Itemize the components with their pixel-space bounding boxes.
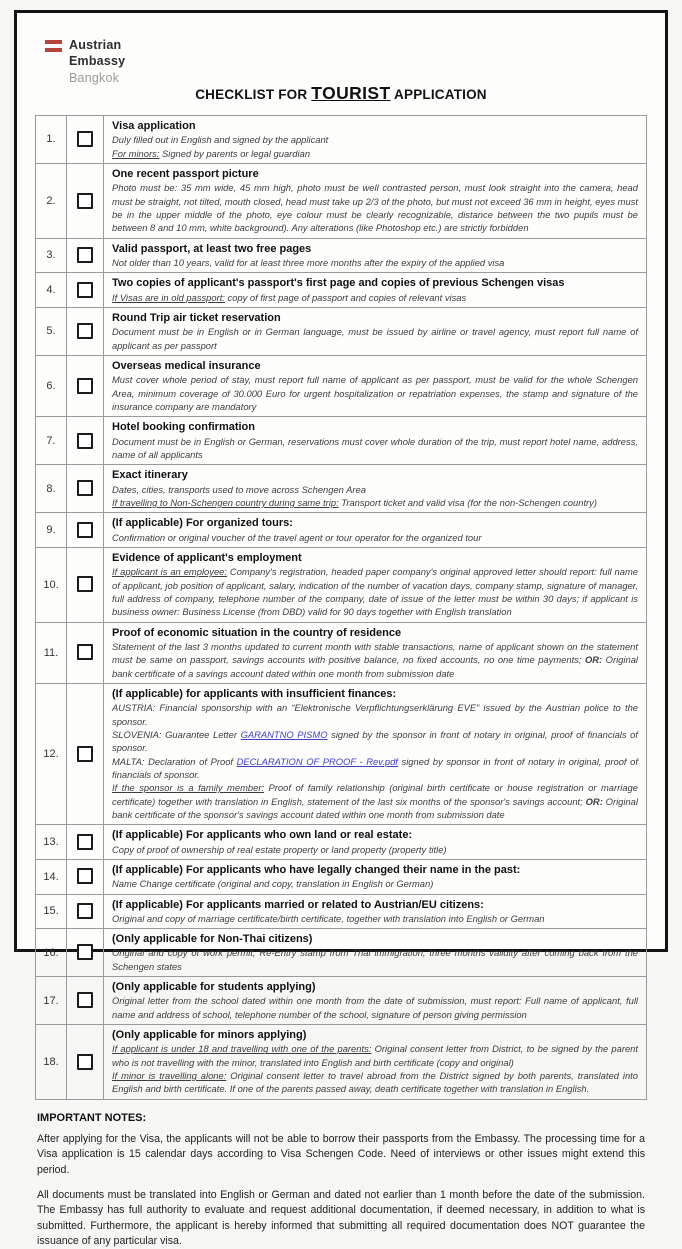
checklist-row bbox=[36, 683, 647, 824]
checkbox-cell bbox=[67, 238, 104, 273]
text-segment: If travelling to Non-Schengen country during same trip: bbox=[112, 496, 339, 508]
logo-line-3: Bangkok bbox=[69, 70, 120, 85]
text-segment: Original consent letter to travel abroad from the District signed by both parents, translated into English and birth certificate. If one of the parents passed away, death certificate together with translation in English. bbox=[112, 1070, 638, 1095]
text-segment: Document must be in English or in German language, must be issued by airline or travel agency, must report full name of applicant as per passport bbox=[112, 326, 638, 351]
item-title: (If applicable) For applicants who own land or real estate: bbox=[112, 829, 413, 842]
checkbox-cell bbox=[67, 417, 104, 465]
checklist-row bbox=[36, 116, 647, 164]
item-description-line bbox=[112, 147, 638, 160]
checklist-row bbox=[36, 825, 647, 860]
item-description-line bbox=[112, 755, 638, 782]
checkbox-cell bbox=[67, 465, 104, 513]
text-segment: Dates, cities, transports used to move across Schengen Area bbox=[112, 483, 366, 495]
checkbox-cell bbox=[67, 977, 104, 1025]
text-segment: OR: bbox=[584, 654, 603, 666]
important-notes-paragraph-2: All documents must be translated into English or German and dated not earlier than 1 month before the date of the submission. The Embassy has full authority to evaluate and request additional documentation, if deemed necessary, in addition to what is submitted. Furthermore, the applicant is hereby informed that submitting all required documentation does NOT guarantee the issuance of any particular visa. bbox=[37, 1188, 645, 1247]
checklist-row bbox=[36, 622, 647, 683]
text-segment: MALTA: Declaration of Proof bbox=[112, 755, 237, 767]
checkbox[interactable] bbox=[77, 378, 93, 394]
item-content bbox=[104, 894, 647, 929]
item-title: Exact itinerary bbox=[112, 469, 188, 482]
text-segment: Duly filled out in English and signed by the applicant bbox=[112, 134, 329, 146]
item-description-line bbox=[112, 1042, 638, 1069]
checklist-row bbox=[36, 355, 647, 416]
item-title: One recent passport picture bbox=[112, 167, 259, 180]
checkbox[interactable] bbox=[77, 644, 93, 660]
item-description-line bbox=[112, 728, 638, 755]
checkbox[interactable] bbox=[77, 522, 93, 538]
text-segment: OR: bbox=[585, 795, 603, 807]
item-number: 18. bbox=[36, 1025, 67, 1100]
text-segment: Confirmation or original voucher of the travel agent or tour operator for the organized tour bbox=[112, 531, 482, 543]
item-content bbox=[104, 465, 647, 513]
checklist-row bbox=[36, 417, 647, 465]
item-description-line bbox=[112, 373, 638, 413]
checkbox-cell bbox=[67, 622, 104, 683]
checklist-row bbox=[36, 1025, 647, 1100]
item-number: 14. bbox=[36, 859, 67, 894]
item-content bbox=[104, 273, 647, 308]
text-segment: Statement of the last 3 months updated to current month with stable transactions, name of applicant shown on the statement must be same on passport, savings accounts with positive balance, no fixed accounts, no one time payments; bbox=[112, 640, 638, 666]
checkbox[interactable] bbox=[77, 903, 93, 919]
item-title: Visa application bbox=[112, 120, 196, 132]
checkbox[interactable] bbox=[77, 834, 93, 850]
text-segment: If applicant is under 18 and travelling with one of the parents: bbox=[112, 1043, 372, 1055]
item-number: 11. bbox=[36, 622, 67, 683]
item-content bbox=[104, 355, 647, 416]
item-number: 8. bbox=[36, 465, 67, 513]
item-description-line bbox=[112, 496, 638, 509]
item-content bbox=[104, 977, 647, 1025]
document-page bbox=[14, 10, 668, 1247]
checkbox-cell bbox=[67, 355, 104, 416]
document-link[interactable]: GARANTNO PISMO bbox=[240, 728, 328, 740]
checkbox-cell bbox=[67, 513, 104, 548]
checkbox[interactable] bbox=[77, 576, 93, 592]
text-segment: signed by sponsor in front of notary in original, proof of financials of sponsor. bbox=[112, 755, 638, 780]
text-segment: Original bank certificate of the sponsor's savings account dated within one month from submission date bbox=[112, 795, 638, 820]
item-content bbox=[104, 825, 647, 860]
important-notes-heading: IMPORTANT NOTES: bbox=[37, 1111, 147, 1124]
text-segment: Original and copy of marriage certificate/birth certificate, together with translation into English or German bbox=[112, 912, 545, 924]
document-link[interactable]: DECLARATION OF PROOF - Rev.pdf bbox=[236, 755, 398, 767]
checkbox-cell bbox=[67, 859, 104, 894]
text-segment: Copy of proof of ownership of real estate property or land property (property title) bbox=[112, 843, 447, 855]
item-description-line bbox=[112, 133, 638, 146]
checklist-table bbox=[35, 115, 647, 1100]
text-segment: For minors: bbox=[112, 147, 160, 159]
text-segment: If applicant is an employee: bbox=[112, 566, 227, 578]
item-title: (Only applicable for Non-Thai citizens) bbox=[112, 933, 313, 946]
item-number: 17. bbox=[36, 977, 67, 1025]
item-description-line bbox=[112, 325, 638, 352]
checklist-row bbox=[36, 894, 647, 929]
checkbox-cell bbox=[67, 683, 104, 824]
item-title: (If applicable) for applicants with insufficient finances: bbox=[112, 687, 397, 700]
checkbox[interactable] bbox=[77, 992, 93, 1008]
text-segment: Original bank certificate of a savings account dated within one month from submission date bbox=[112, 654, 638, 679]
item-content bbox=[104, 929, 647, 977]
item-title: (If applicable) For applicants married or related to Austrian/EU citizens: bbox=[112, 898, 484, 911]
checkbox-cell bbox=[67, 825, 104, 860]
item-content bbox=[104, 1025, 647, 1100]
text-segment: Original consent letter from District, to be signed by the parent who is not travelling with the minor, translated into English and birth certificate (copy and original) bbox=[112, 1043, 638, 1068]
item-description-line bbox=[112, 843, 638, 856]
checkbox[interactable] bbox=[77, 282, 93, 298]
checklist-row bbox=[36, 273, 647, 308]
document-header bbox=[35, 33, 647, 115]
item-number: 10. bbox=[36, 547, 67, 622]
text-segment: signed by the sponsor in front of notary in original, proof of financials of sponsor. bbox=[112, 728, 638, 754]
important-notes-paragraph-1: After applying for the Visa, the applicants will not be able to borrow their passports from the Embassy. The processing time for a Visa application is 15 calendar days according to Visa Schengen Code. Need of interviews or other issues might extend this period. bbox=[37, 1132, 645, 1176]
item-title: (If applicable) For organized tours: bbox=[112, 517, 293, 530]
item-description-line bbox=[112, 1069, 638, 1096]
checklist-row bbox=[36, 465, 647, 513]
austrian-flag-icon bbox=[45, 40, 62, 52]
text-segment: Original and copy of work permit, Re-Entry stamp from Thai immigration, three months validity after coming back from the Schengen states bbox=[112, 947, 638, 972]
item-description-line bbox=[112, 483, 638, 496]
text-segment: Company's registration, headed paper company's original approved letter should report: full name of applicant, job position of applicant, salary, indication of the number of vacation days, company stamp, signature of manager, full address of company, telephone number of the company, date of issue of the letter must be within 30 days; if applicant is business owner: Business License (from DBD) valid for 90 days together with English translation bbox=[112, 566, 639, 618]
checkbox-cell bbox=[67, 307, 104, 355]
checkbox[interactable] bbox=[77, 193, 93, 209]
embassy-logo bbox=[45, 37, 125, 86]
checkbox[interactable] bbox=[77, 247, 93, 263]
page-title-suffix: APPLICATION bbox=[390, 87, 487, 102]
checkbox-cell bbox=[67, 547, 104, 622]
checklist-row bbox=[36, 547, 647, 622]
text-segment: SLOVENIA: Guarantee Letter bbox=[112, 728, 241, 740]
logo-line-2: Embassy bbox=[69, 54, 126, 69]
text-segment: Proof of family relationship (original birth certificate or house registration or marriage certificate) together with translation in English, statement of the last six months of the sponsor's savings account; bbox=[112, 782, 638, 807]
item-description-line bbox=[112, 435, 638, 462]
item-title: Proof of economic situation in the country of residence bbox=[112, 626, 402, 639]
item-description-line bbox=[112, 291, 638, 304]
text-segment: Name Change certificate (original and copy, translation in English or German) bbox=[112, 878, 434, 890]
text-segment: Document must be in English or German, reservations must cover whole duration of the trip, must report hotel name, address, name of all applicants bbox=[112, 435, 638, 460]
item-number: 5. bbox=[36, 307, 67, 355]
logo-line-1: Austrian bbox=[69, 38, 122, 52]
item-content bbox=[104, 622, 647, 683]
item-title: Hotel booking confirmation bbox=[112, 421, 255, 434]
item-description-line bbox=[112, 912, 638, 925]
item-content bbox=[104, 513, 647, 548]
checklist-row bbox=[36, 238, 647, 273]
item-description-line bbox=[112, 781, 638, 821]
item-title: (Only applicable for students applying) bbox=[112, 981, 316, 994]
embassy-logo-text bbox=[69, 37, 125, 86]
item-description-line bbox=[112, 877, 638, 890]
item-content bbox=[104, 116, 647, 164]
text-segment: Signed by parents or legal guardian bbox=[159, 147, 311, 159]
page-title bbox=[35, 83, 647, 104]
item-title: Evidence of applicant's employment bbox=[112, 551, 302, 564]
item-content bbox=[104, 307, 647, 355]
text-segment: Not older than 10 years, valid for at least three more months after the expiry of the applied visa bbox=[112, 256, 505, 268]
checkbox-cell bbox=[67, 163, 104, 238]
item-number: 9. bbox=[36, 513, 67, 548]
item-description-line bbox=[112, 181, 638, 234]
item-content bbox=[104, 683, 647, 824]
text-segment: AUSTRIA: Financial sponsorship with an “Elektronische Verpflichtungserklärung EVE” issued by the Austrian police to the sponsor. bbox=[112, 702, 638, 727]
checkbox[interactable] bbox=[77, 323, 93, 339]
item-title: (Only applicable for minors applying) bbox=[112, 1029, 307, 1042]
text-segment: If minor is travelling alone: bbox=[112, 1070, 227, 1082]
checklist-row bbox=[36, 513, 647, 548]
item-content bbox=[104, 859, 647, 894]
item-number: 1. bbox=[36, 116, 67, 164]
checkbox[interactable] bbox=[77, 868, 93, 884]
checklist-body bbox=[36, 116, 647, 1100]
item-number: 12. bbox=[36, 683, 67, 824]
item-number: 15. bbox=[36, 894, 67, 929]
item-number: 2. bbox=[36, 163, 67, 238]
text-segment: copy of first page of passport and copies of relevant visas bbox=[224, 291, 467, 303]
checkbox[interactable] bbox=[77, 131, 93, 147]
item-number: 6. bbox=[36, 355, 67, 416]
item-title: (If applicable) For applicants who have legally changed their name in the past: bbox=[112, 863, 521, 876]
item-number: 13. bbox=[36, 825, 67, 860]
checkbox[interactable] bbox=[77, 1054, 93, 1070]
checkbox-cell bbox=[67, 1025, 104, 1100]
text-segment: If Visas are in old passport: bbox=[112, 291, 225, 303]
item-content bbox=[104, 547, 647, 622]
checkbox-cell bbox=[67, 929, 104, 977]
checkbox[interactable] bbox=[77, 480, 93, 496]
important-notes bbox=[35, 1100, 647, 1249]
item-description-line bbox=[112, 701, 638, 728]
item-content bbox=[104, 238, 647, 273]
checkbox-cell bbox=[67, 273, 104, 308]
text-segment: Must cover whole period of stay, must report full name of applicant as per passport, must be valid for the whole Schengen Area, minimum coverage of 30.000 Euro for urgent hospitalization or repatriation expenses, the stamp and signature of the insurance company are mandatory bbox=[112, 374, 638, 412]
text-segment: Transport ticket and valid visa (for the non-Schengen country) bbox=[338, 496, 597, 508]
item-number: 4. bbox=[36, 273, 67, 308]
item-title: Overseas medical insurance bbox=[112, 359, 261, 372]
checkbox-cell bbox=[67, 894, 104, 929]
item-description-line bbox=[112, 946, 638, 973]
checklist-row bbox=[36, 163, 647, 238]
checkbox[interactable] bbox=[77, 944, 93, 960]
item-description-line bbox=[112, 256, 638, 269]
item-number: 16. bbox=[36, 929, 67, 977]
checklist-row bbox=[36, 977, 647, 1025]
page-title-prefix: CHECKLIST FOR bbox=[195, 87, 312, 102]
item-description-line bbox=[112, 565, 638, 618]
text-segment: Original letter from the school dated within one month from the date of submission, must report: Full name of applicant, full name and address of school, telephone number of the school, signature of person giving permission bbox=[112, 995, 638, 1020]
checklist-row bbox=[36, 307, 647, 355]
item-description-line bbox=[112, 994, 638, 1021]
text-segment: Photo must be: 35 mm wide, 45 mm high, photo must be well contrasted person, must look straight into the camera, head must be straight, not tilted, mouth closed, head must take up 2/3 of the photo, but must not exceed 36 mm in height, eyes must be in the upper middle of the photo, eye colour must be clearly recognizable, distance between the two pupils must be between 8 and 10 mm, white background). Any alterations (like Photoshop etc.) are strictly forbidden bbox=[112, 182, 638, 234]
item-description-line bbox=[112, 531, 638, 544]
checkbox-cell bbox=[67, 116, 104, 164]
checklist-row bbox=[36, 929, 647, 977]
item-content bbox=[104, 417, 647, 465]
item-title: Valid passport, at least two free pages bbox=[112, 242, 312, 255]
item-title: Two copies of applicant's passport's first page and copies of previous Schengen visas bbox=[112, 277, 565, 290]
checkbox[interactable] bbox=[77, 433, 93, 449]
checklist-row bbox=[36, 859, 647, 894]
page-title-emphasis: TOURIST bbox=[311, 83, 391, 103]
item-number: 3. bbox=[36, 238, 67, 273]
item-content bbox=[104, 163, 647, 238]
item-title: Round Trip air ticket reservation bbox=[112, 311, 281, 324]
item-description-line bbox=[112, 640, 638, 680]
checkbox[interactable] bbox=[77, 746, 93, 762]
text-segment: If the sponsor is a family member: bbox=[112, 782, 265, 794]
item-number: 7. bbox=[36, 417, 67, 465]
